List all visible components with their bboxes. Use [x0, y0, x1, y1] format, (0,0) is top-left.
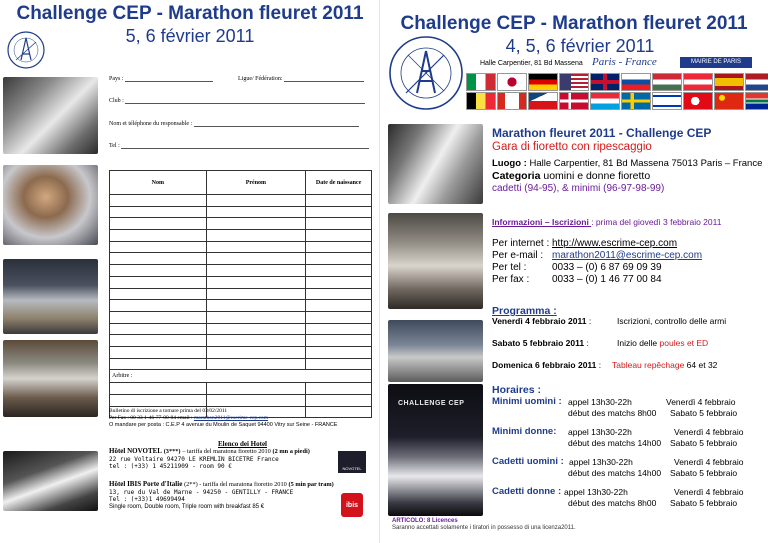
orari-d2: Sabato 5 febbraio	[670, 468, 738, 478]
info-value: : prima del giovedì 3 febbraio 2011	[591, 217, 722, 227]
responsable-field[interactable]	[109, 121, 359, 127]
ibis-info	[109, 481, 334, 511]
orari-d1: Venerdì 4 febbraio	[666, 397, 736, 407]
orari-cat: Minimi donne:	[492, 426, 557, 437]
contact-row	[492, 262, 702, 274]
contact-label: Per e-mail :	[492, 250, 544, 261]
fencers-saluting-photo	[388, 124, 483, 204]
mairie-de-paris-badge	[680, 57, 752, 68]
fencing-hall-photo-2	[3, 340, 98, 417]
location-small: Halle Carpentier, 81 Bd Massena	[480, 60, 583, 67]
table-cell[interactable]	[306, 323, 372, 335]
orari-l1: appel 13h30-22h	[564, 487, 628, 497]
orari-d1: Venerdì 4 febbraio	[674, 427, 744, 437]
programma-row	[492, 316, 727, 326]
fencer-portrait-photo	[3, 165, 98, 245]
responsable-label: Nom et téléphone du responsable :	[109, 121, 193, 127]
programma-text: Iscrizioni, controllo delle armi	[617, 316, 727, 326]
czech-flag	[528, 92, 558, 110]
categoria-line	[492, 170, 650, 182]
japan-flag	[497, 73, 527, 91]
table-cell[interactable]	[110, 335, 207, 347]
bulletin-line-1: Bulletino di iscrizione a tornare prima del 03/02/2011	[109, 408, 228, 414]
novotel-logo-text: NOVOTEL	[342, 466, 362, 471]
orari-l2: début des matchs 14h00	[568, 468, 662, 478]
table-cell[interactable]	[110, 300, 207, 312]
club-field[interactable]	[109, 98, 365, 104]
table-row[interactable]	[110, 230, 372, 242]
table-cell[interactable]	[110, 311, 207, 323]
contact-link[interactable]: marathon2011@escrime-cep.com	[552, 250, 703, 261]
table-cell[interactable]	[206, 241, 306, 253]
novotel-walk: (2 mn a piedi)	[272, 448, 310, 455]
table-row[interactable]	[110, 288, 372, 300]
programma-post: 64 et 32	[684, 360, 718, 370]
table-row[interactable]	[110, 323, 372, 335]
arbitre-row[interactable]	[110, 370, 372, 383]
ibis-name: Hôtel IBIS Porte d'Italie	[109, 480, 183, 488]
orari-l2: début des matchs 14h00	[568, 438, 662, 448]
orari-l1: appel 13h30-22h	[568, 427, 632, 437]
austria-flag	[683, 73, 713, 91]
programma-red: poules et ED	[659, 338, 709, 348]
sweden-flag	[621, 92, 651, 110]
table-cell[interactable]	[110, 195, 207, 207]
table-row[interactable]	[110, 276, 372, 288]
orari-block	[492, 396, 762, 422]
slovakia-flag	[621, 73, 651, 91]
table-row[interactable]	[110, 358, 372, 370]
programma-detail	[617, 316, 726, 326]
table-cell[interactable]	[206, 323, 306, 335]
orari-d2: Sabato 5 febbraio	[670, 498, 738, 508]
table-cell[interactable]	[110, 346, 207, 358]
contact-link[interactable]: http://www.escrime-cep.com	[552, 238, 678, 249]
tel-field[interactable]	[109, 143, 369, 149]
table-cell[interactable]	[206, 311, 306, 323]
table-cell[interactable]	[306, 241, 372, 253]
left-page-title: Challenge CEP - Marathon fleuret 2011	[16, 3, 364, 24]
table-cell[interactable]	[206, 253, 306, 265]
south-africa-flag	[745, 92, 768, 110]
table-cell[interactable]	[206, 358, 306, 370]
table-cell[interactable]	[206, 288, 306, 300]
usa-flag	[559, 73, 589, 91]
novotel-rate: – tariffa del maratona fioretto 2010	[182, 448, 271, 455]
italy-flag	[466, 73, 496, 91]
table-cell[interactable]	[206, 300, 306, 312]
arbitre-label: Arbitre :	[110, 370, 372, 383]
contact-row	[492, 250, 702, 262]
table-row[interactable]	[110, 253, 372, 265]
right-page-title: Challenge CEP - Marathon fleuret 2011	[400, 13, 748, 34]
table-cell[interactable]	[206, 206, 306, 218]
programma-sep: :	[586, 316, 592, 326]
china-flag	[714, 92, 744, 110]
orari-l1: appel 13h30-22h	[568, 397, 632, 407]
info-iscrizioni	[492, 217, 721, 227]
table-cell[interactable]	[206, 276, 306, 288]
orari-cat: Cadetti uomini :	[492, 456, 564, 467]
table-cell[interactable]	[306, 253, 372, 265]
table-cell[interactable]	[206, 218, 306, 230]
programma-heading: Programma :	[492, 305, 557, 317]
programma-detail	[617, 338, 708, 348]
orari-block	[492, 456, 762, 482]
event-subtitle: Gara di fioretto con ripescaggio	[492, 141, 652, 153]
ibis-walk: (5 min par tram)	[288, 481, 334, 488]
spain-flag	[714, 73, 744, 91]
hotels-heading: Elenco dei Hotel	[218, 440, 267, 448]
orari-block	[492, 426, 762, 452]
table-cell[interactable]	[306, 300, 372, 312]
novotel-title	[109, 448, 310, 456]
club-label: Club :	[109, 98, 124, 104]
luxembourg-flag	[590, 92, 620, 110]
hungary-flag	[652, 73, 682, 91]
uk-flag	[590, 73, 620, 91]
table-header-row	[110, 171, 372, 195]
orari-d1: Venerdì 4 febbraio	[674, 487, 744, 497]
netherlands-flag	[745, 73, 768, 91]
programma-detail	[612, 360, 717, 370]
table-cell[interactable]	[206, 335, 306, 347]
mairie-badge-text: MAIRIE DE PARIS	[691, 59, 741, 65]
luogo-value: Halle Carpentier, 81 Bd Massena 75013 Paris – France	[526, 158, 763, 169]
articolo-label: ARTICOLO: 8 Licences	[392, 518, 458, 524]
table-cell[interactable]	[206, 395, 306, 407]
orari-d2: Sabato 5 febbraio	[670, 438, 738, 448]
novotel-logo	[338, 451, 366, 473]
crowd-photo	[388, 213, 483, 309]
contact-label: Per tel :	[492, 262, 527, 273]
table-row[interactable]	[110, 218, 372, 230]
orari-block	[492, 486, 762, 512]
luogo-line	[492, 158, 762, 169]
orari-l2: début des matchs 8h00	[568, 408, 657, 418]
ligue-field[interactable]	[238, 76, 364, 82]
luogo-label: Luogo :	[492, 158, 527, 169]
novotel-stars: (3***)	[163, 448, 181, 455]
table-cell[interactable]	[110, 383, 207, 395]
programma-row	[492, 338, 709, 348]
table-row[interactable]	[110, 241, 372, 253]
orari-d1: Venerdì 4 febbraio	[674, 457, 744, 467]
ibis-rooms: Single room, Double room, Triple room with breakfast 85 €	[109, 503, 265, 510]
table-cell[interactable]	[306, 230, 372, 242]
table-row[interactable]	[110, 335, 372, 347]
header-nom: Nom	[110, 171, 207, 195]
table-cell[interactable]	[110, 241, 207, 253]
header-date-naissance: Date de naissance	[306, 171, 372, 195]
ibis-address: 13, rue du Val de Marne - 94250 - GENTILLY - FRANCE	[109, 488, 294, 496]
bulletin-line-2	[109, 415, 337, 422]
challenge-cep-photo	[388, 384, 483, 516]
table-cell[interactable]	[306, 288, 372, 300]
bulletin-email-link[interactable]: marathon2011@escrime-cep.com	[193, 415, 268, 421]
ibis-logo-text: ibis	[345, 502, 359, 509]
programma-row	[492, 360, 718, 370]
novotel-name: Hôtel NOVOTEL	[109, 447, 162, 455]
programma-sep: :	[584, 338, 589, 348]
challenge-cep-banner: CHALLENGE CEP	[398, 400, 465, 407]
novotel-address: 22 rue Voltaire 94270 LE KREMLIN BICETRE France	[109, 455, 279, 463]
tel-label: Tel :	[109, 143, 120, 149]
table-cell[interactable]	[110, 253, 207, 265]
table-row[interactable]	[110, 195, 372, 207]
articolo-text: Saranno accettati solamente i tiratori in possesso di una licenza2011.	[392, 525, 576, 531]
canada-flag	[497, 92, 527, 110]
table-cell[interactable]	[206, 195, 306, 207]
pays-label: Pays :	[109, 76, 124, 82]
bulletin-fax: Per Fax : 00 33 1-46-77-00-84 email :	[109, 415, 193, 421]
table-row[interactable]	[110, 311, 372, 323]
table-row[interactable]	[110, 300, 372, 312]
table-cell[interactable]	[110, 323, 207, 335]
ibis-rate: - tariffa del maratona fioretto 2010	[197, 481, 287, 488]
table-cell[interactable]	[206, 265, 306, 277]
bulletin-line-3: O mandare per posta : C.E.P 4 avenue du Moulin de Saquet 94400 Vitry sur Seine - FRANCE	[109, 422, 338, 428]
table-cell[interactable]	[306, 265, 372, 277]
paris-france-label: Paris - France	[592, 56, 657, 68]
pays-field[interactable]	[109, 76, 213, 82]
table-cell[interactable]	[110, 288, 207, 300]
programma-day: Domenica 6 febbraio 2011	[492, 360, 597, 370]
table-row[interactable]	[110, 206, 372, 218]
contacts-list	[492, 238, 702, 286]
orari-d2: Sabato 5 febbraio	[670, 408, 738, 418]
table-cell[interactable]	[110, 358, 207, 370]
table-cell[interactable]	[110, 276, 207, 288]
left-page-dates: 5, 6 février 2011	[125, 26, 255, 46]
programma-red: Tableau repêchage	[612, 360, 685, 370]
belgium-flag	[466, 92, 496, 110]
table-cell[interactable]	[110, 230, 207, 242]
contact-row	[492, 274, 702, 286]
programma-day: Venerdì 4 febbraio 2011	[492, 316, 587, 326]
orari-cat: Minimi uomini :	[492, 396, 562, 407]
event-title: Marathon fleuret 2011 - Challenge CEP	[492, 126, 712, 140]
fencing-bout-photo	[3, 451, 98, 511]
table-cell[interactable]	[306, 311, 372, 323]
contact-label: Per internet :	[492, 238, 550, 249]
ibis-phone: Tel : (+33)1 49699494	[109, 496, 185, 504]
turkey-flag	[683, 92, 713, 110]
fencing-photo-1	[3, 77, 98, 154]
table-cell[interactable]	[110, 218, 207, 230]
categoria-value: uomini e donne fioretto	[540, 170, 651, 182]
bulletin-info	[109, 408, 337, 429]
table-row[interactable]	[110, 383, 372, 395]
programma-sep: :	[596, 360, 602, 370]
ligue-label: Ligue/ Fédération:	[238, 76, 283, 82]
fencing-arena-photo	[388, 320, 483, 382]
table-cell[interactable]	[306, 346, 372, 358]
table-row[interactable]	[110, 265, 372, 277]
cep-logo-right	[388, 35, 464, 111]
novotel-info	[109, 448, 310, 471]
table-cell[interactable]	[110, 395, 207, 407]
ibis-stars: (2**)	[184, 481, 198, 488]
table-row[interactable]	[110, 395, 372, 407]
orari-l1: appel 13h30-22h	[569, 457, 633, 467]
contact-row	[492, 238, 702, 250]
table-cell[interactable]	[206, 346, 306, 358]
orari-l2: début des matchs 8h00	[568, 498, 657, 508]
contact-value: 0033 – (0) 1 46 77 00 84	[552, 274, 662, 285]
ibis-logo	[341, 493, 363, 517]
programma-pre: Inizio delle	[617, 338, 660, 348]
orari-cat: Cadetti donne :	[492, 486, 562, 497]
table-cell[interactable]	[306, 206, 372, 218]
header-prenom: Prénom	[206, 171, 306, 195]
novotel-phone: tel : (+33) 1 45211909 - room 90 €	[109, 463, 232, 471]
info-label: Informazioni – Iscrizioni	[492, 217, 592, 227]
israel-flag	[652, 92, 682, 110]
registration-table	[109, 170, 372, 418]
table-cell[interactable]	[206, 383, 306, 395]
table-cell[interactable]	[306, 276, 372, 288]
contact-label: Per fax :	[492, 274, 530, 285]
table-row[interactable]	[110, 346, 372, 358]
fencing-hall-photo-1	[3, 259, 98, 334]
contact-value: 0033 – (0) 6 87 69 09 39	[552, 262, 662, 273]
table-cell[interactable]	[110, 265, 207, 277]
denmark-flag	[559, 92, 589, 110]
germany-flag	[528, 73, 558, 91]
page-divider	[379, 0, 380, 543]
orari-heading: Horaires :	[492, 384, 542, 396]
table-cell[interactable]	[306, 358, 372, 370]
table-cell[interactable]	[206, 230, 306, 242]
cep-logo-left	[6, 30, 46, 70]
ibis-title	[109, 481, 334, 489]
table-cell[interactable]	[110, 206, 207, 218]
table-cell[interactable]	[306, 383, 372, 395]
right-page-dates: 4, 5, 6 février 2011	[505, 36, 655, 56]
categoria-line-2: cadetti (94-95), & minimi (96-97-98-99)	[492, 183, 665, 194]
categoria-label: Categoria	[492, 170, 541, 182]
table-cell[interactable]	[306, 395, 372, 407]
table-cell[interactable]	[306, 218, 372, 230]
programma-day: Sabato 5 febbraio 2011	[492, 338, 585, 348]
table-cell[interactable]	[306, 195, 372, 207]
table-cell[interactable]	[306, 335, 372, 347]
